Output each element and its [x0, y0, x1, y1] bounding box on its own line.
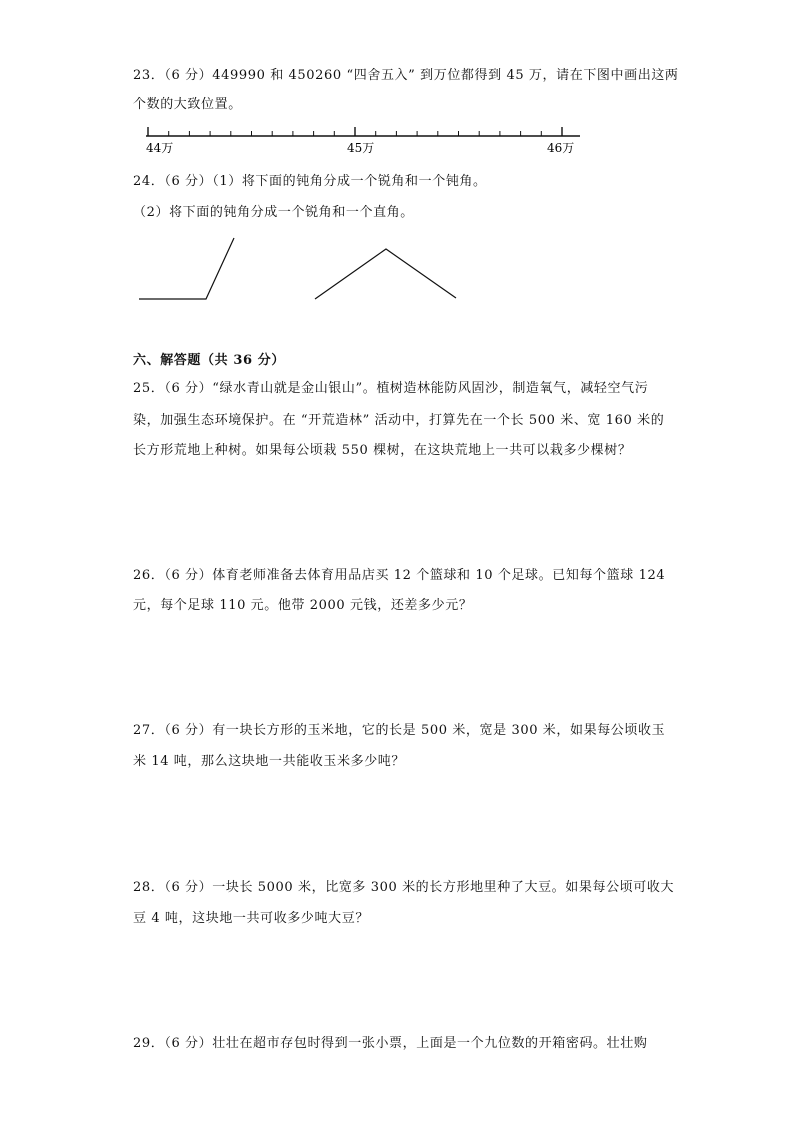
tick-label-46: 46万 [547, 141, 575, 155]
section-title: 六、解答题（共 36 分） [133, 353, 285, 368]
q24-text-line1: 24．（6 分）（1）将下面的钝角分成一个锐角和一个钝角。 [133, 174, 487, 189]
q27-text-line1: 27．（6 分）有一块长方形的玉米地，它的长是 500 米，宽是 300 米，如果每公顷收玉 [133, 723, 666, 738]
tick-label-45: 45万 [347, 141, 375, 155]
q27-text-line2: 米 14 吨，那么这块地一共能收玉米多少吨？ [133, 754, 406, 769]
q26-text-line1: 26．（6 分）体育老师准备去体育用品店买 12 个篮球和 10 个足球。已知每个篮球 124 [133, 568, 666, 583]
q29-text-line1: 29．（6 分）壮壮在超市存包时得到一张小票，上面是一个九位数的开箱密码。壮壮购 [133, 1036, 648, 1051]
angle-figures [130, 230, 470, 310]
q23-text-line1: 23．（6 分）449990 和 450260 “四舍五入” 到万位都得到 45 万，请在下图中画出这两 [133, 68, 679, 83]
number-line-ticks [148, 127, 562, 136]
q28-text-line1: 28．（6 分）一块长 5000 米，比宽多 300 米的长方形地里种了大豆。如果每公顷可收大 [133, 880, 675, 895]
q25-text-line2: 染，加强生态环境保护。在 “开荒造林” 活动中，打算先在一个长 500 米、宽 160 米的 [133, 413, 665, 428]
q25-text-line1: 25．（6 分）“绿水青山就是金山银山”。植树造林能防风固沙，制造氧气，减轻空气污 [133, 381, 649, 396]
q28-text-line2: 豆 4 吨，这块地一共可收多少吨大豆？ [133, 911, 369, 926]
q24-text-line2: （2）将下面的钝角分成一个锐角和一个直角。 [133, 205, 414, 220]
number-line [140, 124, 590, 158]
q25-text-line3: 长方形荒地上种树。如果每公顷栽 550 棵树，在这块荒地上一共可以栽多少棵树？ [133, 443, 632, 458]
q23-text-line2: 个数的大致位置。 [133, 97, 242, 112]
tick-label-44: 44万 [146, 141, 174, 155]
q26-text-line2: 元，每个足球 110 元。他带 2000 元钱，还差多少元？ [133, 598, 473, 613]
obtuse-angle-2 [315, 249, 456, 299]
obtuse-angle-1 [139, 238, 234, 299]
